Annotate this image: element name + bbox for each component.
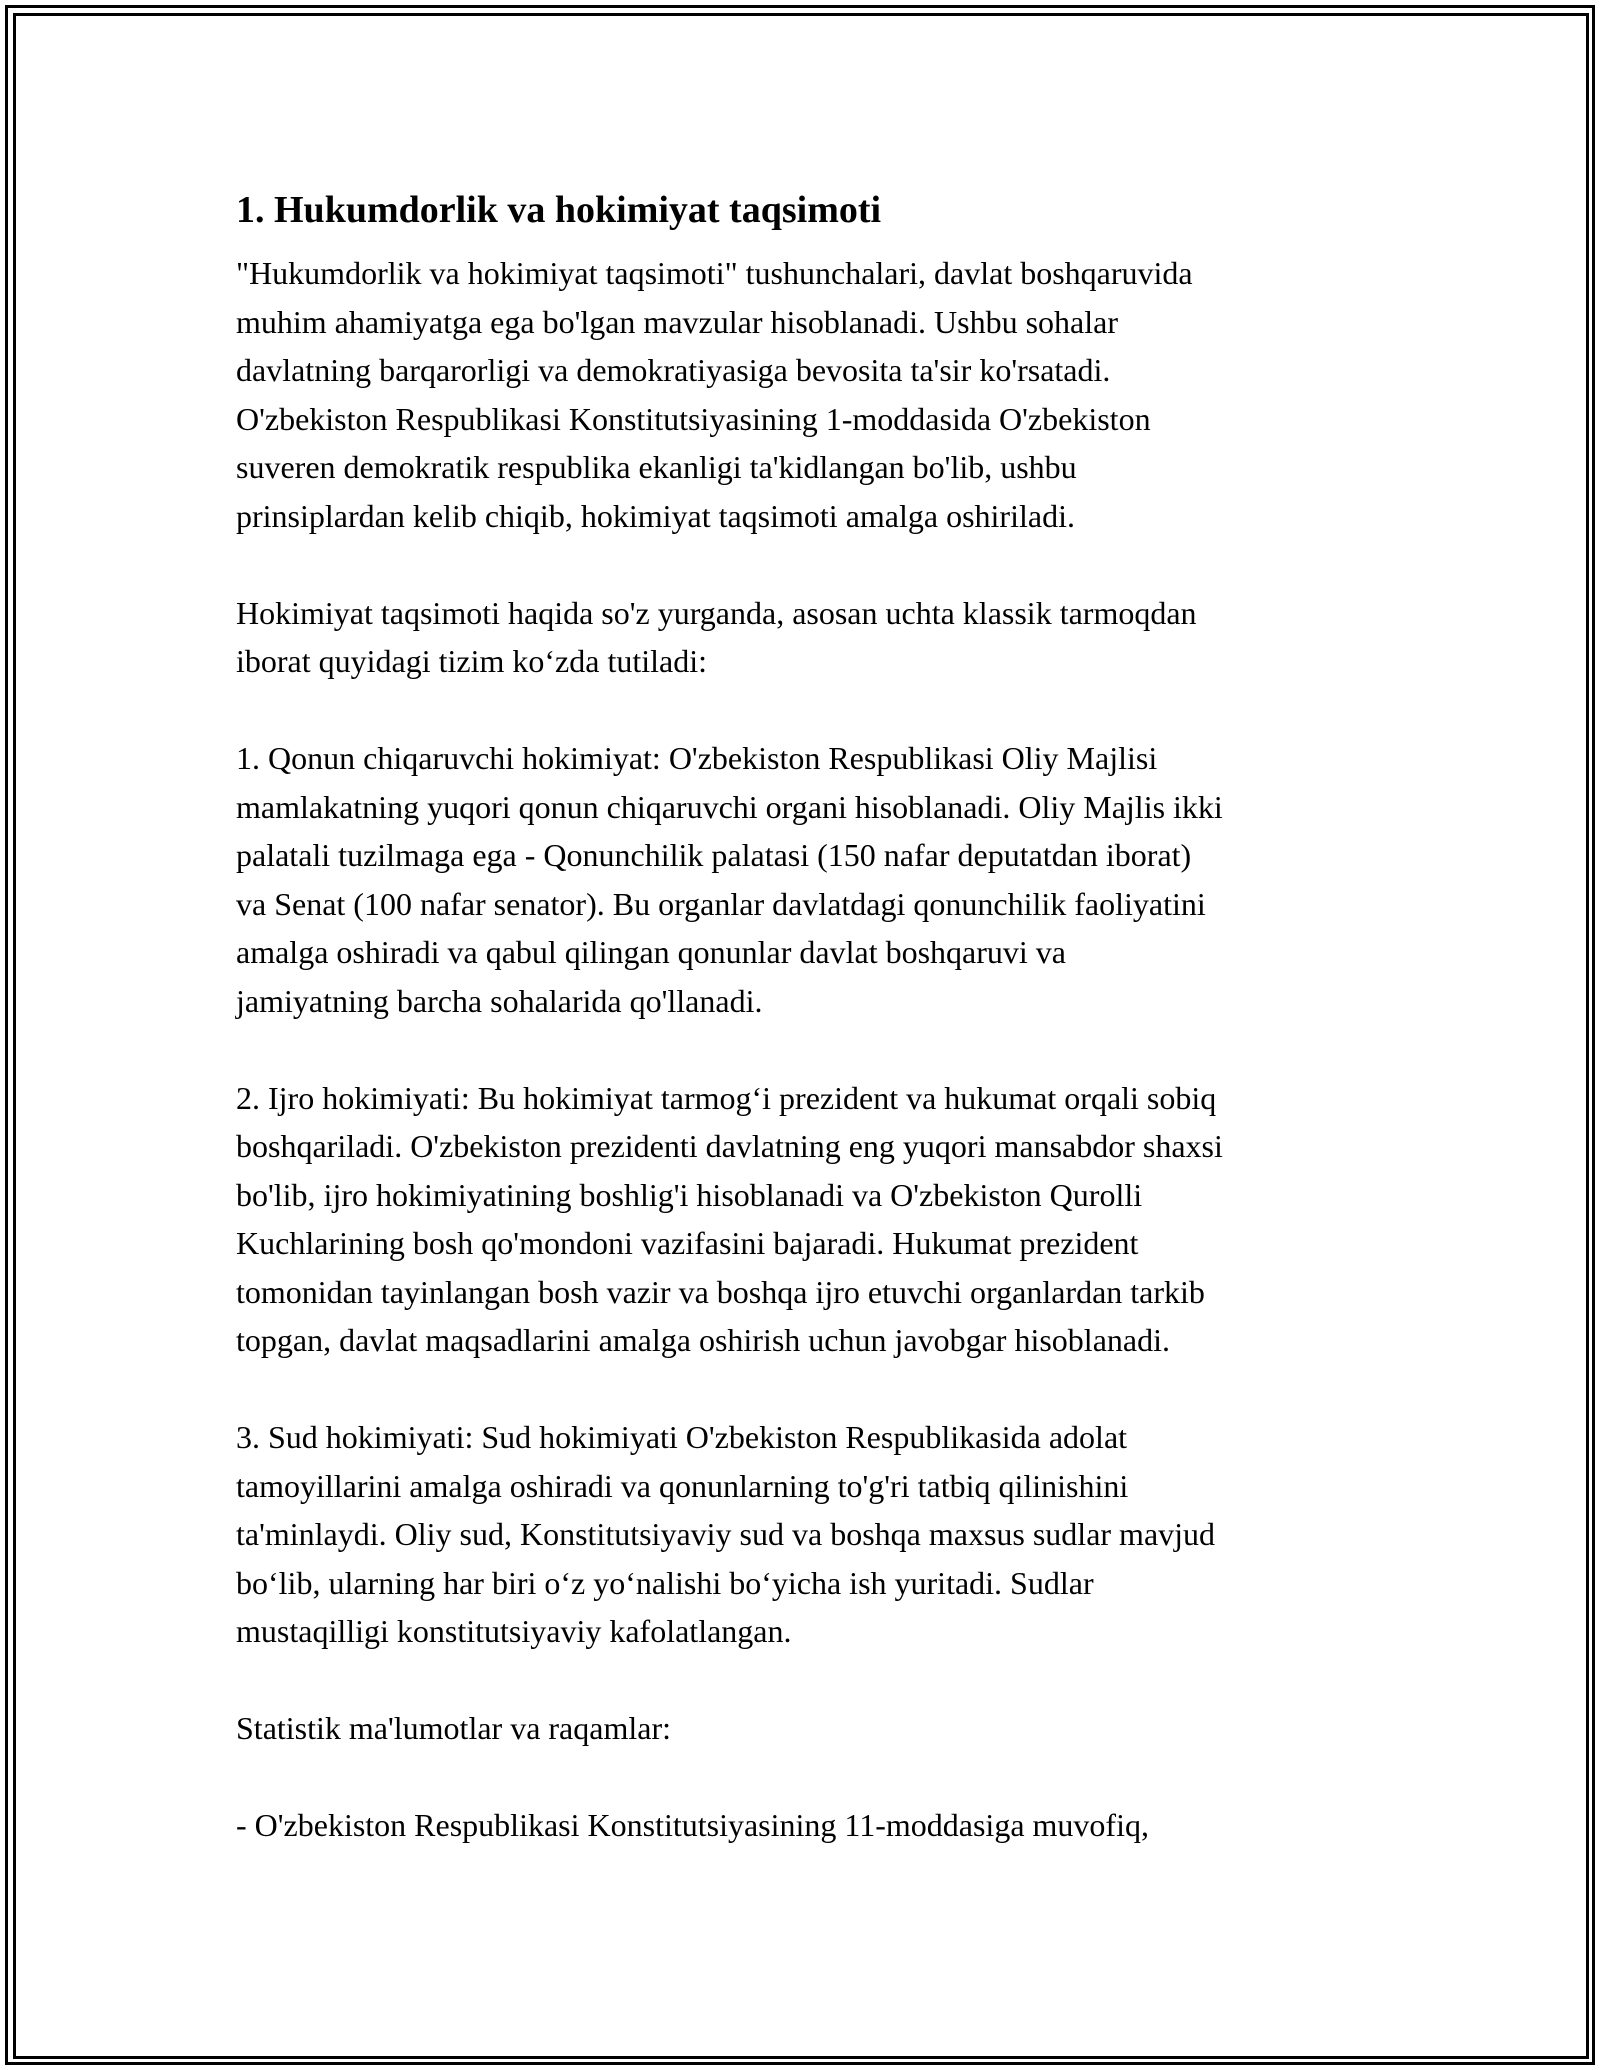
text-line: palatali tuzilmaga ega - Qonunchilik palatasi (150 nafar deputatdan iborat): [236, 837, 1192, 873]
text-line: amalga oshiradi va qabul qilingan qonunlar davlat boshqaruvi va: [236, 934, 1066, 970]
text-line: tomonidan tayinlangan bosh vazir va boshqa ijro etuvchi organlardan tarkib: [236, 1273, 1205, 1310]
paragraph: [236, 1801, 1396, 1850]
text-line: - O'zbekiston Respublikasi Konstitutsiyasining 11-moddasiga muvofiq,: [236, 1807, 1149, 1843]
text-line: davlatning barqarorligi va demokratiyasiga bevosita ta'sir ko'rsatadi.: [236, 352, 1111, 388]
text-line: boshqariladi. O'zbekiston prezidenti davlatning eng yuqori mansabdor shaxsi: [236, 1128, 1223, 1164]
text-line: Hokimiyat taqsimoti haqida so'z yurganda, asosan uchta klassik tarmoqdan: [236, 594, 1197, 631]
paragraph: [236, 1413, 1396, 1656]
text-line: Statistik ma'lumotlar va raqamlar:: [236, 1710, 671, 1746]
text-line: ta'minlaydi. Oliy sud, Konstitutsiyaviy sud va boshqa maxsus sudlar mavjud: [236, 1516, 1216, 1552]
text-line: 3. Sud hokimiyati: Sud hokimiyati O'zbekiston Respublikasida adolat: [236, 1419, 1128, 1455]
text-line: O'zbekiston Respublikasi Konstitutsiyasining 1-moddasida O'zbekiston: [236, 400, 1151, 437]
text-line: 2. Ijro hokimiyati: Bu hokimiyat tarmog‘i prezident va hukumat orqali sobiq: [236, 1079, 1217, 1116]
text-line: "Hukumdorlik va hokimiyat taqsimoti" tushunchalari, davlat boshqaruvida: [236, 255, 1193, 291]
text-line: tamoyillarini amalga oshiradi va qonunlarning to'g'ri tatbiq qilinishini: [236, 1467, 1129, 1504]
text-line: mamlakatning yuqori qonun chiqaruvchi organi hisoblanadi. Oliy Majlis ikki: [236, 788, 1223, 825]
paragraph: [236, 249, 1396, 540]
section-heading: 1. Hukumdorlik va hokimiyat taqsimoti: [236, 189, 882, 231]
text-line: muhim ahamiyatga ega bo'lgan mavzular hisoblanadi. Ushbu sohalar: [236, 303, 1118, 340]
text-line: bo'lib, ijro hokimiyatining boshlig'i hisoblanadi va O'zbekiston Qurolli: [236, 1176, 1143, 1213]
text-line: iborat quyidagi tizim ko‘zda tutiladi:: [236, 643, 707, 679]
text-line: mustaqilligi konstitutsiyaviy kafolatlangan.: [236, 1613, 792, 1649]
text-line: va Senat (100 nafar senator). Bu organlar davlatdagi qonunchilik faoliyatini: [236, 885, 1206, 922]
paragraph: [236, 734, 1396, 1025]
text-line: topgan, davlat maqsadlarini amalga oshirish uchun javobgar hisoblanadi.: [236, 1322, 1170, 1358]
text-line: prinsiplardan kelib chiqib, hokimiyat taqsimoti amalga oshiriladi.: [236, 497, 1075, 534]
paragraph: [236, 589, 1396, 686]
text-line: suveren demokratik respublika ekanligi ta'kidlangan bo'lib, ushbu: [236, 449, 1077, 485]
paragraph: [236, 1074, 1396, 1365]
paragraph-list: [236, 249, 1396, 1850]
paragraph: [236, 1704, 1396, 1753]
text-line: Kuchlarining bosh qo'mondoni vazifasini bajaradi. Hukumat prezident: [236, 1225, 1139, 1261]
text-line: jamiyatning barcha sohalarida qo'llanadi.: [236, 982, 763, 1019]
text-line: 1. Qonun chiqaruvchi hokimiyat: O'zbekiston Respublikasi Oliy Majlisi: [236, 740, 1158, 776]
document-body: [236, 185, 1396, 1850]
text-line: bo‘lib, ularning har biri o‘z yo‘nalishi bo‘yicha ish yuritadi. Sudlar: [236, 1564, 1094, 1601]
